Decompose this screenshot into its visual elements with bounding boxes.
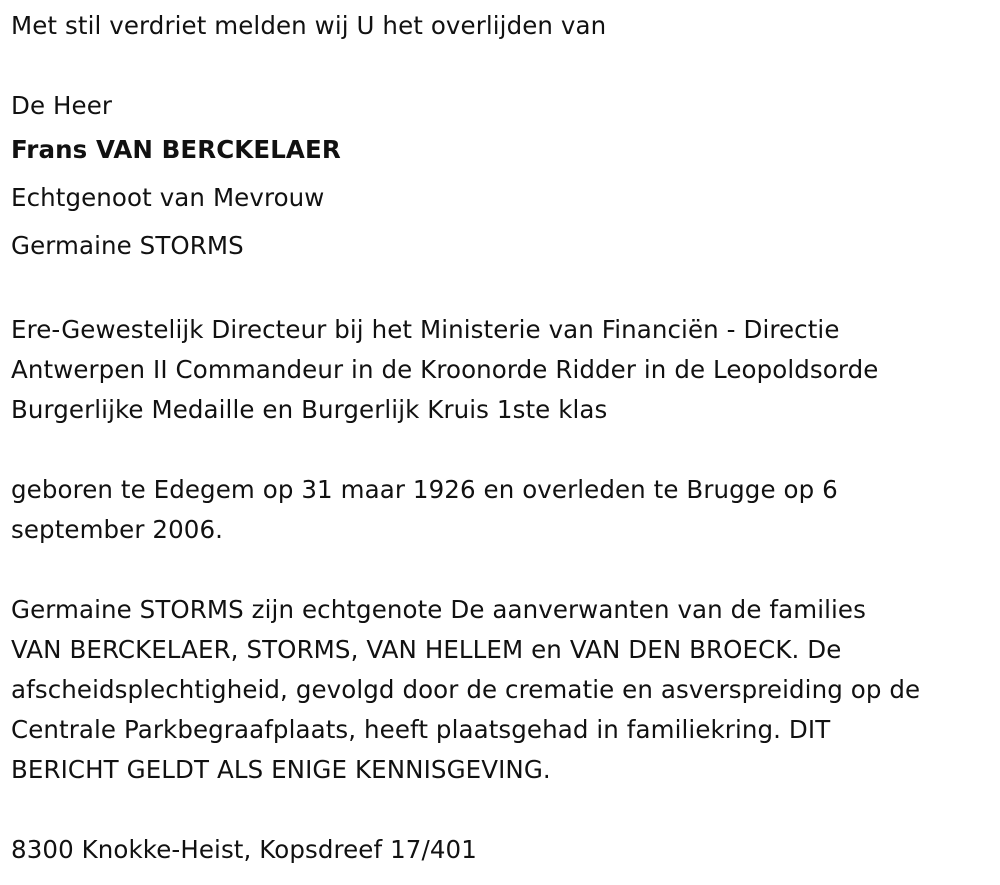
birth-death-line: september 2006. [11, 515, 224, 544]
spacer [11, 270, 996, 310]
deceased-name: Frans VAN BERCKELAER [11, 135, 341, 164]
spacer [11, 46, 996, 86]
family-line: Centrale Parkbegraafplaats, heeft plaatsgehad in familiekring. DIT [11, 715, 831, 744]
death-notice [11, 6, 996, 870]
spacer [11, 550, 996, 590]
address: 8300 Knokke-Heist, Kopsdreef 17/401 [11, 835, 477, 864]
spouse-label: Echtgenoot van Mevrouw [11, 183, 325, 212]
spacer [11, 790, 996, 830]
spouse-name: Germaine STORMS [11, 231, 244, 260]
birth-death-line: geboren te Edegem op 31 maar 1926 en overleden te Brugge op 6 [11, 475, 838, 504]
family-line: BERICHT GELDT ALS ENIGE KENNISGEVING. [11, 755, 551, 784]
titles-line: Antwerpen II Commandeur in de Kroonorde Ridder in de Leopoldsorde [11, 355, 879, 384]
titles-line: Ere-Gewestelijk Directeur bij het Ministerie van Financiën - Directie [11, 315, 840, 344]
titles-line: Burgerlijke Medaille en Burgerlijk Kruis 1ste klas [11, 395, 608, 424]
family-line: afscheidsplechtigheid, gevolgd door de crematie en asverspreiding op de [11, 675, 921, 704]
spacer [11, 430, 996, 470]
salutation: De Heer [11, 91, 113, 120]
family-line: VAN BERCKELAER, STORMS, VAN HELLEM en VAN DEN BROECK. De [11, 635, 842, 664]
family-line: Germaine STORMS zijn echtgenote De aanverwanten van de families [11, 595, 866, 624]
intro-text: Met stil verdriet melden wij U het overlijden van [11, 11, 607, 40]
